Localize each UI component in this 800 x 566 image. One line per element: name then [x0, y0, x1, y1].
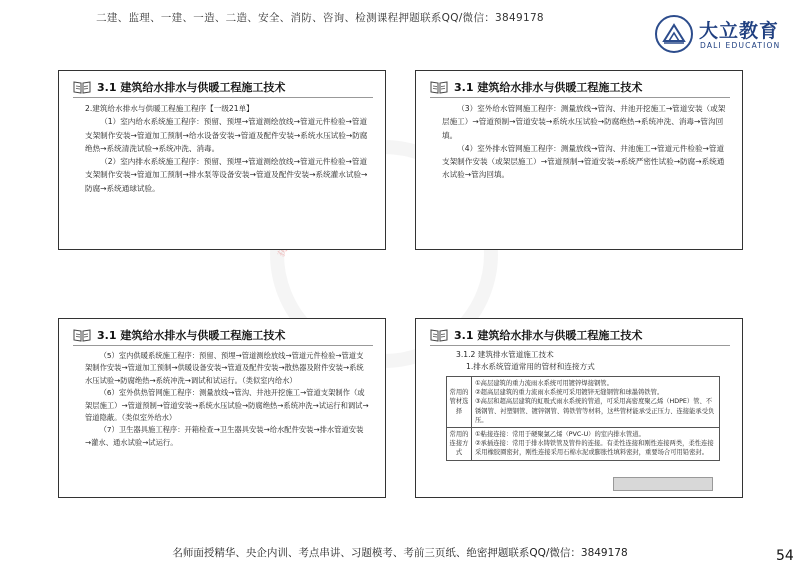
- book-icon: [73, 328, 91, 342]
- slide-header: [73, 79, 285, 95]
- slide-3: [58, 318, 386, 498]
- slide-1: [58, 70, 386, 250]
- slide-body: [85, 350, 369, 449]
- top-banner: 二建、监理、一建、一造、二造、安全、消防、咨询、检测课程押题联系QQ/微信：3849178: [96, 12, 544, 24]
- table-category-cell: 常用的连接方式: [447, 428, 472, 461]
- book-icon: [430, 328, 448, 342]
- slide-title: 3.1 建筑给水排水与供暖工程施工技术: [97, 329, 286, 342]
- logo-subtitle: DALI EDUCATION: [700, 41, 781, 50]
- paragraph: （2）室内排水系统施工程序：预留、预埋→管道测绘放线→管道元件检验→管道支架制作安装→管道加工预制→排水泵等设备安装→管道及配件安装→系统灌水试验→防腐→系统通球试验。: [85, 157, 368, 193]
- title-divider: [430, 97, 730, 98]
- book-icon: [430, 80, 448, 94]
- slide-title: 3.1 建筑给水排水与供暖工程施工技术: [97, 81, 286, 94]
- table-row: [447, 428, 720, 461]
- slide-2: [415, 70, 743, 250]
- gray-stamp-block: [613, 477, 713, 491]
- list-item: ③高层和超高层建筑的虹吸式雨水系统的管道，可采用高密度聚乙烯（HDPE）管、不锈钢管、衬塑钢管、镀锌钢管、铸铁管等材料，这些管材能承受正压力、连接能承受负压。: [475, 398, 715, 424]
- page-number: 54: [776, 548, 794, 564]
- slide-title: 3.1 建筑给水排水与供暖工程施工技术: [454, 81, 643, 94]
- bottom-banner: 名师面授精华、央企内训、考点串讲、习题模考、考前三页纸、绝密押题联系QQ/微信：3849178: [172, 547, 628, 559]
- paragraph: （7）卫生器具施工程序：开箱检查→卫生器具安装→给水配件安装→排水管道安装→灌水、通水试验→试运行。: [85, 425, 364, 447]
- table-content-cell: [472, 428, 720, 461]
- table-row: [447, 377, 720, 428]
- logo-name: 大立教育: [699, 20, 780, 42]
- paragraph: （3）室外给水管网施工程序：测量放线→管沟、井池开挖施工→管道安装（或架层施工）→管道预制→管道安装→系统水压试验→防腐绝热→系统冲洗、消毒→管沟回填。: [442, 104, 726, 140]
- list-item: ②超高层建筑的重力流雨水系统可采用镀锌无缝钢管和球墨铸铁管。: [475, 389, 664, 397]
- paragraph: （1）室内给水系统施工程序：预留、预埋→管道测绘放线→管道元件检验→管道支架制作安装→管道加工预制→给水设备安装→管道及配件安装→系统水压试验→防腐绝热→系统清洗试验→系统冲洗、消毒。: [85, 117, 368, 153]
- pipe-material-table: [446, 376, 720, 461]
- table-content-cell: [472, 377, 720, 428]
- logo: [655, 15, 795, 55]
- list-item: ②承插连接：常用于排水铸铁管及管件的连接。有柔性连接和刚性连接两类，柔性连接采用橡胶圈密封，刚性连接采用石棉水泥或膨胀性填料密封，重要场合可用铅密封。: [475, 440, 714, 457]
- slide-subtitle: 2.建筑给水排水与供暖工程施工程序【一级21单】: [85, 104, 254, 113]
- book-icon: [73, 80, 91, 94]
- slide-body: [442, 102, 726, 182]
- subsection-heading: 1.排水系统管道常用的管材和连接方式: [466, 361, 595, 371]
- list-item: ①高层建筑的重力流雨水系统可用镀锌焊接钢管。: [475, 380, 613, 387]
- title-divider: [73, 97, 373, 98]
- slide-header: [73, 327, 285, 343]
- table-category-cell: 常用的管材选择: [447, 377, 472, 428]
- slide-title: 3.1 建筑给水排水与供暖工程施工技术: [454, 329, 643, 342]
- slide-header: [430, 79, 642, 95]
- section-heading: 3.1.2 建筑排水管道施工技术: [456, 350, 554, 359]
- title-divider: [430, 345, 730, 346]
- list-item: ①粘接连接：常用于硬聚氯乙烯（PVC-U）的室内排水管道。: [475, 431, 645, 439]
- paragraph: （5）室内供暖系统施工程序：预留、预埋→管道测绘放线→管道元件检验→管道支架制作安装→管道加工预制→供暖设备安装→管道及配件安装→散热器及附件安装→系统水压试验→防腐绝热→系统冲洗→调试和试运行。（类似室内给水）: [85, 351, 364, 385]
- logo-mark-icon: [655, 15, 693, 53]
- title-divider: [73, 345, 373, 346]
- slide-4: [415, 318, 743, 498]
- slide-header: [430, 327, 642, 343]
- slide-body: [456, 349, 726, 372]
- slide-body: [85, 102, 369, 195]
- paragraph: （6）室外供热管网施工程序：测量放线→管沟、井池开挖施工→管道支架制作（或架层施工）→管道预制→管道安装→系统水压试验→防腐绝热→系统冲洗→试运行和调试→管道隐蔽。（类似室外给水）: [85, 388, 369, 423]
- paragraph: （4）室外排水管网施工程序：测量放线→管沟、井池施工→管道元件检验→管道支架制作安装（或架层施工）→管道预制→管道安装→系统严密性试验→防腐→系统通水试验→管沟回填。: [442, 143, 725, 180]
